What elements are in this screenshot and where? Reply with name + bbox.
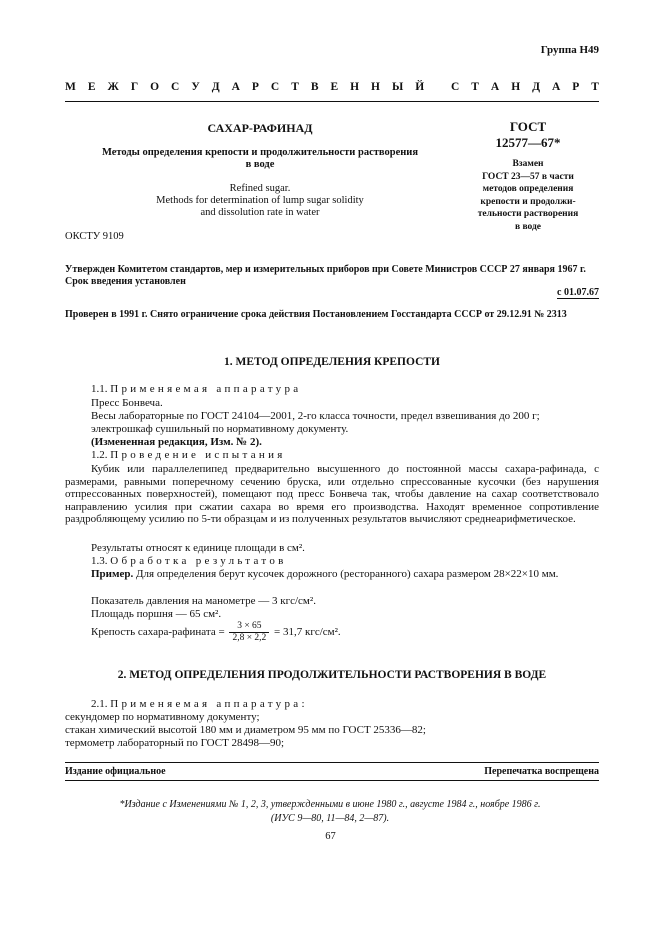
replaces-line: тельности растворения xyxy=(477,209,579,219)
heading-letter: С xyxy=(270,81,280,93)
clause-2-1 xyxy=(91,698,305,712)
footer-rule xyxy=(65,762,599,763)
heading-letter: Н xyxy=(371,81,380,93)
footnote-line: *Издание с Изменениями № 1, 2, 3, утвержденными в июне 1980 г., августе 1984 г., ноябре 1986 г. xyxy=(119,799,541,810)
heading-letter: А xyxy=(552,81,561,93)
heading-letter: Ы xyxy=(391,81,404,93)
heading-letter: Т xyxy=(291,81,299,93)
formula-numerator: 3 × 65 xyxy=(229,621,269,633)
clause-number: 1.2. xyxy=(91,449,108,461)
clause-number: 2.1. xyxy=(91,698,108,710)
clause-colon: : xyxy=(301,698,305,710)
gost-block xyxy=(468,119,588,151)
replaces-line: ГОСТ 23—57 в части xyxy=(482,171,574,182)
page-number: 67 xyxy=(325,831,336,842)
example-text: Для определения берут кусочек дорожного (ресторанного) сахара размером 28×22×10 мм. xyxy=(136,568,559,580)
replaces-line: крепости и продолжи- xyxy=(480,196,576,207)
formula-fraction xyxy=(229,621,269,644)
result-unit-note: Результаты относят к единице площади в см². xyxy=(91,542,305,554)
heading-letter: О xyxy=(150,81,160,93)
effective-date-label: Срок введения установлен xyxy=(65,276,186,287)
heading-letter: Р xyxy=(251,81,259,93)
heading-letter: Г xyxy=(130,81,139,93)
equipment-item: стакан химический высотой 180 мм и диаметром 95 мм по ГОСТ 25336—82; xyxy=(65,724,426,736)
clause-text: Пресс Бонвеча. xyxy=(91,397,163,409)
group-code: Группа Н49 xyxy=(540,44,599,56)
effective-date-value: с 01.07.67 xyxy=(557,287,599,298)
heading-letter: Е xyxy=(330,81,339,93)
approval-note xyxy=(65,264,605,288)
revision-mark: (Измененная редакция, Изм. № 2). xyxy=(91,436,262,448)
clause-title: Обработка результатов xyxy=(110,555,287,567)
manometer-reading: Показатель давления на манометре — 3 кгс/см². xyxy=(91,595,316,607)
heading-letter: Й xyxy=(415,81,425,93)
heading-letter: С xyxy=(171,81,180,93)
edition-footnote xyxy=(80,798,580,826)
doc-subtitle xyxy=(80,147,440,171)
equipment-item: термометр лабораторный по ГОСТ 28498—90; xyxy=(65,737,285,749)
heading-letter: Р xyxy=(572,81,580,93)
section2-heading: 2. МЕТОД ОПРЕДЕЛЕНИЯ ПРОДОЛЖИТЕЛЬНОСТИ РАСТВОРЕНИЯ В ВОДЕ xyxy=(117,669,547,681)
clause-1-3 xyxy=(91,555,287,569)
heading-letter: В xyxy=(310,81,319,93)
doc-title: САХАР-РАФИНАД xyxy=(207,121,313,135)
replaces-line: в воде xyxy=(514,221,542,232)
effective-date xyxy=(557,287,599,298)
english-title xyxy=(110,183,410,219)
clause-title: Применяемая аппаратура xyxy=(110,383,302,395)
clause-text: электрошкаф сушильный по нормативному документу. xyxy=(91,423,349,435)
standard-type-heading xyxy=(65,81,599,93)
edition-note: Издание официальное xyxy=(65,766,166,777)
clause-1-2 xyxy=(91,449,286,463)
clause-body: Кубик или параллелепипед предварительно высушенного до постоянной массы сахара-рафинада, с размерами, равными поперечному сечению бруска, или отдельно спрессованные кусочки (без нарушения отпрессованных поверхностей), помещают под пресс Бонвеча так, чтобы давление на сахар соответствовало направлению усилия при сжатии сахара во время его производства. Находят временное сопротивление раздробляющему усилию по 5-ти образцам и из полученных результатов вычисляют среднеарифметическое. xyxy=(65,463,599,526)
clause-number: 1.1. xyxy=(91,383,108,395)
gost-label: ГОСТ xyxy=(509,119,547,134)
formula-denominator: 2,8 × 2,2 xyxy=(232,633,267,643)
revision-note: Проверен в 1991 г. Снято ограничение срока действия Постановлением Госстандарта СССР от 29.12.91 № 2313 xyxy=(65,309,567,320)
clause-title: Проведение испытания xyxy=(110,449,286,461)
header-rule xyxy=(65,101,599,102)
approval-line: Утвержден Комитетом стандартов, мер и измерительных приборов при Совете Министров СССР 27 января 1967 г. xyxy=(65,264,586,275)
formula-result: = 31,7 кгс/см². xyxy=(274,626,341,639)
heading-letter: Н xyxy=(511,81,521,93)
english-line: and dissolution rate in water xyxy=(200,207,320,218)
heading-letter: М xyxy=(65,81,76,93)
clause-text: Весы лабораторные по ГОСТ 24104—2001, 2-го класса точности, предел взвешивания до 200 г; xyxy=(91,410,540,422)
replaces-line: методов определения xyxy=(482,184,574,194)
equipment-item: секундомер по нормативному документу; xyxy=(65,711,260,723)
section1-heading: 1. МЕТОД ОПРЕДЕЛЕНИЯ КРЕПОСТИ xyxy=(223,356,440,368)
clause-title: Применяемая аппаратура xyxy=(110,698,302,710)
replaces-line: Взамен xyxy=(512,159,544,169)
heading-letter: Н xyxy=(350,81,360,93)
heading-letter: С xyxy=(450,81,460,93)
okstu-code: ОКСТУ 9109 xyxy=(65,231,124,242)
heading-letter: Д xyxy=(532,81,541,93)
heading-letter: А xyxy=(231,81,240,93)
footnote-line: (ИУС 9—80, 11—84, 2—87). xyxy=(270,813,390,824)
reprint-note: Перепечатка воспрещена xyxy=(484,766,599,777)
subtitle-line: в воде xyxy=(245,159,275,170)
heading-letter: Т xyxy=(471,81,479,93)
formula-label: Крепость сахара-рафината = xyxy=(91,626,225,639)
heading-letter: Т xyxy=(591,81,599,93)
example-paragraph xyxy=(65,568,599,581)
strength-formula xyxy=(91,621,341,644)
heading-letter: Д xyxy=(211,81,220,93)
english-line: Methods for determination of lump sugar solidity xyxy=(156,195,364,206)
heading-letter: У xyxy=(191,81,200,93)
english-line: Refined sugar. xyxy=(229,183,291,194)
heading-letter: Е xyxy=(87,81,96,93)
footer-rule-bottom xyxy=(65,780,599,781)
heading-letter: Ж xyxy=(107,81,119,93)
subtitle-line: Методы определения крепости и продолжительности растворения xyxy=(101,147,419,158)
heading-letter xyxy=(436,81,439,93)
example-label: Пример. xyxy=(91,568,134,580)
clause-1-1 xyxy=(91,383,301,397)
heading-letter: А xyxy=(490,81,500,93)
gost-number: 12577—67* xyxy=(495,135,561,150)
replaces-block xyxy=(460,158,596,233)
piston-area: Площадь поршня — 65 см². xyxy=(91,608,222,620)
clause-number: 1.3. xyxy=(91,555,108,567)
